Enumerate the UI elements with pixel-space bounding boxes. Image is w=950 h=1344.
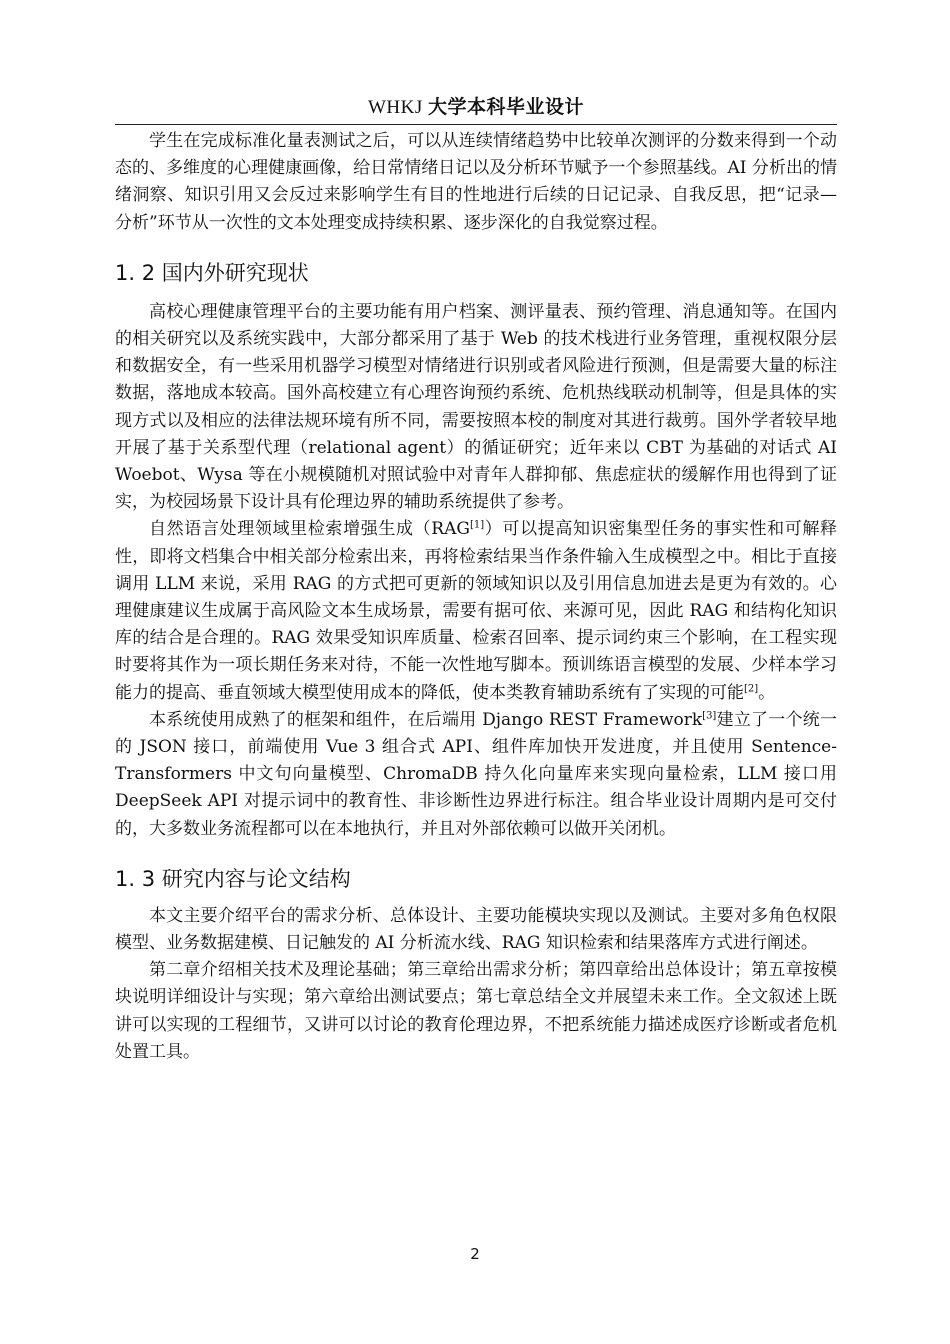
page-header	[115, 92, 837, 119]
s12-paragraph-2	[115, 516, 837, 706]
citation-1: [1]	[469, 519, 485, 531]
page-number: 2	[470, 1245, 480, 1263]
s12-p3-text-b: 建立了一个统一的 JSON 接口，前端使用 Vue 3 组合式 API、组件库加快开发进度，并且使用 Sentence-Transformers 中文句向量模型、ChromaDB 持久化向量库来实现向量检索，LLM 接口用 DeepSeek API 对提示词中的教育性、非诊断性边界进行标注。组合毕业设计周期内是可交付的，大多数业务流程都可以在本地执行，并且对外部依赖可以做开关闭机。	[115, 709, 837, 839]
s12-p2-text-b: ）可以提高知识密集型任务的事实性和可解释性，即将文档集合中相关部分检索出来，再将检索结果当作条件输入生成模型之中。相比于直接调用 LLM 来说，采用 RAG 的方式把可更新的领域知识以及引用信息加进去是更为有效的。心理健康建议生成属于高风险文本生成场景，需要有据可依、来源可见，因此 RAG 和结构化知识库的结合是合理的。RAG 效果受知识库质量、检索召回率、提示词约束三个影响，在工程实现时要将其作为一项长期任务来对待，不能一次性地写脚本。预训练语言模型的发展、少样本学习能力的提高、垂直领域大模型使用成本的降低，使本类教育辅助系统有了实现的可能	[115, 519, 838, 703]
header-title: 大学本科毕业设计	[428, 96, 585, 118]
intro-paragraph: 学生在完成标准化量表测试之后，可以从连续情绪趋势中比较单次测评的分数来得到一个动态的、多维度的心理健康画像，给日常情绪日记以及分析环节赋予一个参照基线。AI 分析出的情绪洞察、知识引用又会反过来影响学生有目的性地进行后续的日记记录、自我反思，把“记录—分析”环节从一次性的文本处理变成持续积累、逐步深化的自我觉察过程。	[115, 131, 837, 233]
s12-p2-text-c: 。	[758, 682, 776, 703]
s13-paragraph-1: 本文主要介绍平台的需求分析、总体设计、主要功能模块实现以及测试。主要对多角色权限模型、业务数据建模、日记触发的 AI 分析流水线、RAG 知识检索和结果落库方式进行阐述。	[115, 905, 837, 954]
section-heading-1-2: 1. 2 国内外研究现状	[115, 260, 309, 285]
header-school: WHKJ	[367, 97, 423, 118]
citation-2: [2]	[744, 683, 759, 694]
section-heading-1-3: 1. 3 研究内容与论文结构	[115, 866, 351, 891]
s12-paragraph-1: 高校心理健康管理平台的主要功能有用户档案、测评量表、预约管理、消息通知等。在国内的相关研究以及系统实践中，大部分都采用了基于 Web 的技术栈进行业务管理，重视权限分层和数据安全，有一些采用机器学习模型对情绪进行识别或者风险进行预测，但是需要大量的标注数据，落地成本较高。国外高校建立有心理咨询预约系统、危机热线联动机制等，但是具体的实现方式以及相应的法律法规环境有所不同，需要按照本校的制度对其进行裁剪。国外学者较早地开展了基于关系型代理（relational agent）的循证研究；近年来以 CBT 为基础的对话式 AI Woebot、Wysa 等在小规模随机对照试验中对青年人群抑郁、焦虑症状的缓解作用也得到了证实，为校园场景下设计具有伦理边界的辅助系统提供了参考。	[115, 301, 837, 513]
s12-paragraph-3	[115, 707, 837, 843]
s12-p2-text-a: 自然语言处理领域里检索增强生成（RAG	[149, 519, 470, 540]
s13-paragraph-2: 第二章介绍相关技术及理论基础；第三章给出需求分析；第四章给出总体设计；第五章按模块说明详细设计与实现；第六章给出测试要点；第七章总结全文并展望未来工作。全文叙述上既讲可以实现的工程细节，又讲可以讨论的教育伦理边界，不把系统能力描述成医疗诊断或者危机处置工具。	[115, 960, 837, 1062]
s12-p3-text-a: 本系统使用成熟了的框架和组件，在后端用 Django REST Framework	[149, 709, 703, 730]
citation-3: [3]	[702, 710, 717, 722]
header-rule	[115, 124, 837, 125]
page-body	[115, 128, 837, 1066]
